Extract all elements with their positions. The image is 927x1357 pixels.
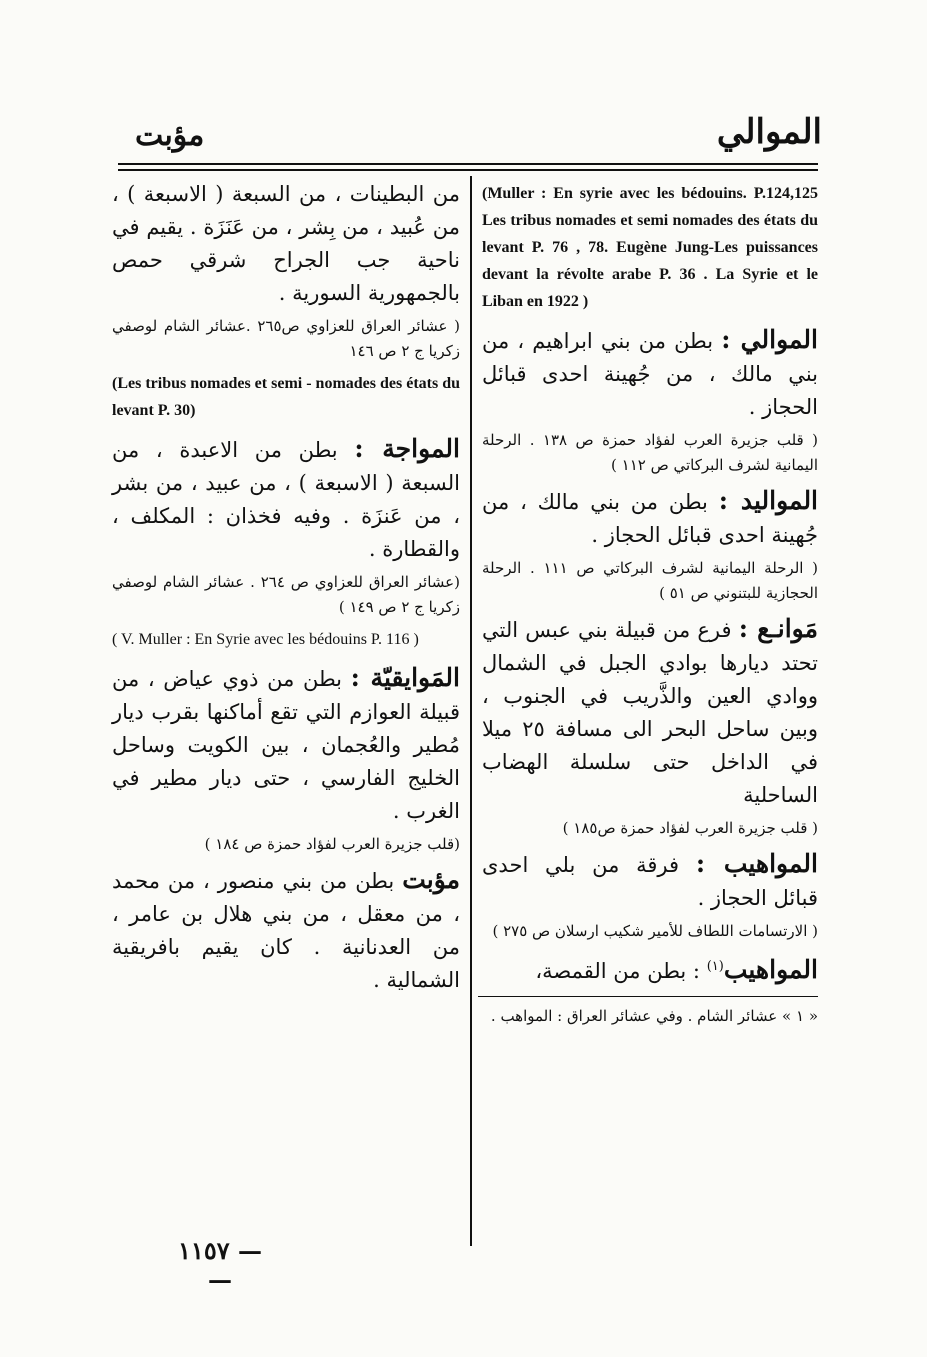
entry-text: فرع من قبيلة بني عبس التي تحتد ديارها بوادي الجبل في الشمال ووادي العين والذَّريب في الجنوب ، وبين ساحل البحر الى مسافة ٢٥ ميلا في الداخل حتى سلسلة الهضاب الساحلية (482, 618, 818, 807)
entry-heading: المواهيب (723, 955, 818, 984)
entry-reference: ( عشائر العراق للعزاوي ص٢٦٥ .عشائر الشام لوصفي زكريا ج ٢ ص ١٤٦ (112, 317, 460, 360)
entry-text: بطن من بني منصور ، من محمد ، من معقل ، من بني هلال بن عامر ، من العدنانية . كان يقيم بافريقية الشمالية . (112, 869, 460, 992)
entry-text: : بطن من القمصة، (535, 959, 701, 983)
footnote: « ١ » عشائر الشام . وفي عشائر العراق : المواهب . (490, 1007, 818, 1025)
latin-reference: (Muller : En syrie avec les bédouins. P.124,125 Les tribus nomades et semi nomades des états du levant P. 76 , 78. Eugène Jung-Les puissances devant la révolte arabe P. 36 . La Syrie et le Liban en 1922 ) (482, 185, 818, 310)
entry-mawahib (482, 847, 818, 944)
right-column (482, 178, 818, 1029)
running-header-left: مؤبت (135, 118, 205, 153)
entry-mawani (482, 612, 818, 841)
entry-reference: (قلب جزيرة العرب لفؤاد حمزة ص ١٨٤ ) (204, 835, 460, 853)
entry-mawahib-2 (482, 950, 818, 988)
entry-mawajha (112, 432, 460, 653)
entry-text: بطن من بني مالك ، من جُهينة احدى قبائل الحجاز . (482, 490, 818, 547)
entry-reference: ( قلب جزيرة العرب لفؤاد حمزة ص ١٣٨ . الرحلة اليمانية لشرف البركاتي ص ١١٢ ) (482, 431, 818, 474)
entry-text: بطن من الاعبدة ، من السبعة ( الاسبعة ) ، من عبيد ، من بشر ، من عَنزَة . وفيه فخذان : المكلف ، والقطارة . (112, 438, 460, 561)
entry-text: من البطينات ، من السبعة ( الاسبعة ) ، من عُبيد ، من بِشر ، من عَنَزَة . يقيم في ناحية جب الجراح شرقي حمص بالجمهورية السورية . (112, 182, 460, 305)
latin-reference: ( V. Muller : En Syrie avec les bédouins P. 116 ) (112, 631, 419, 648)
entry-reference: (عشائر العراق للعزاوي ص ٢٦٤ . عشائر الشام لوصفي زكريا ج ٢ ص ١٤٩ ) (112, 573, 460, 616)
footnote-rule (478, 996, 818, 997)
entry-heading: الموالي : (721, 325, 819, 354)
entry-heading: المواليد : (718, 486, 819, 515)
left-column (112, 178, 460, 1003)
entry-heading: المواهيب : (695, 849, 818, 878)
entry-heading: مَوانـع : (738, 614, 818, 643)
header-rule-bottom (118, 169, 818, 171)
entry-heading: مؤبت (402, 865, 460, 894)
entry-reference: ( قلب جزيرة العرب لفؤاد حمزة ص١٨٥ ) (562, 819, 818, 837)
entry-text: بطن من ذوي عياض ، من قبيلة العوازم التي تقع أماكنها بقرب ديار مُطير والعُجمان ، بين الكويت وساحل الخليج الفارسي ، حتى ديار مطير في الغرب . (112, 667, 460, 823)
entry-reference: ( الرحلة اليمانية لشرف البركاتي ص ١١١ . الرحلة الحجازية للبتنوني ص ٥١ ) (482, 559, 818, 602)
running-header-right: الموالي (716, 112, 822, 152)
entry-mawali (482, 323, 818, 478)
header-rule-top (118, 163, 818, 165)
entry-heading: المواجة : (354, 434, 460, 463)
entry-continuation (112, 178, 460, 424)
entry-mawayqiyya (112, 661, 460, 857)
page-number: — ١١٥٧ — (178, 1236, 262, 1294)
column-divider (470, 176, 472, 1246)
footnote-marker: (١) (706, 959, 724, 974)
latin-reference: (Les tribus nomades et semi - nomades des états du levant P. 30) (112, 375, 460, 419)
entry-text: بطن من بني ابراهيم ، من بني مالك ، من جُهينة احدى قبائل الحجاز . (482, 329, 818, 419)
entry-muabbat (112, 863, 460, 997)
entry-text: فرقة من بلي احدى قبائل الحجاز . (482, 853, 818, 910)
entry-heading: المَوايقيّة : (350, 663, 460, 692)
entry-mawalid (482, 484, 818, 606)
entry-reference: ( الارتسامات اللطاف للأمير شكيب ارسلان ص ٢٧٥ ) (492, 922, 818, 940)
